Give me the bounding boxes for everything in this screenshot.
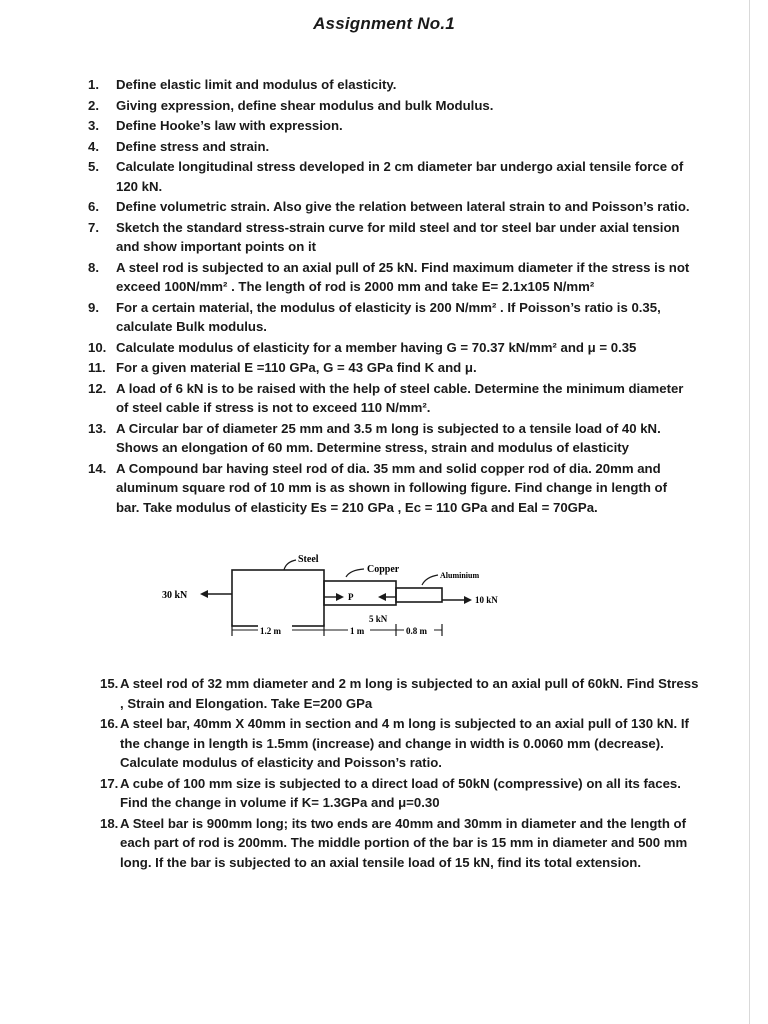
question-text: A cube of 100 mm size is subjected to a direct load of 50kN (compressive) on all its faces. Find the change in volume if K= 1.3GPa and μ=0.30 — [120, 775, 681, 810]
question-item — [88, 419, 694, 458]
question-item — [88, 96, 694, 116]
question-number: 15. — [100, 676, 119, 691]
question-item — [88, 116, 694, 136]
question-text: For a given material E =110 GPa, G = 43 GPa find K and μ. — [116, 360, 477, 375]
question-text: A steel rod is subjected to an axial pull of 25 kN. Find maximum diameter if the stress is not exceed 100N/mm² . The length of rod is 2000 mm and take E= 2.1x105 N/mm² — [116, 259, 690, 294]
question-text: A Circular bar of diameter 25 mm and 3.5 m long is subjected to a tensile load of 40 kN. Shows an elongation of 60 mm. Determine stress, strain and modulus of elasticity — [116, 420, 661, 455]
question-number: 17. — [100, 775, 119, 791]
p-load-arrow-icon — [336, 593, 344, 601]
question-item — [88, 137, 694, 157]
question-number: 6. — [88, 199, 99, 214]
question-number: 1. — [88, 77, 99, 92]
question-number: 16. — [100, 716, 119, 731]
right-load-label: 10 kN — [475, 595, 498, 605]
aluminium-leader-line — [422, 575, 438, 585]
question-number: 12. — [88, 380, 107, 396]
question-text: Giving expression, define shear modulus and bulk Modulus. — [116, 97, 494, 113]
question-item — [88, 358, 694, 378]
question-number: 4. — [88, 138, 99, 154]
copper-leader-line — [346, 569, 364, 577]
question-item — [100, 714, 704, 773]
question-number: 3. — [88, 118, 99, 133]
page-edge — [749, 0, 750, 1024]
question-number: 2. — [88, 97, 99, 113]
steel-rod — [232, 570, 324, 626]
compound-bar-figure — [160, 548, 520, 648]
question-item — [88, 75, 694, 95]
question-item — [88, 197, 694, 217]
question-number: 9. — [88, 299, 99, 315]
question-number: 18. — [100, 815, 119, 831]
question-number: 7. — [88, 219, 99, 235]
question-text: Calculate longitudinal stress developed in 2 cm diameter bar undergo axial tensile force of 120 kN. — [116, 159, 684, 194]
left-load-arrow-icon — [200, 590, 208, 598]
mid-load-label: 5 kN — [369, 614, 388, 624]
question-text: Sketch the standard stress-strain curve for mild steel and tor steel bar under axial tension and show important points on it — [116, 219, 680, 254]
question-item — [88, 298, 694, 337]
right-load-arrow-icon — [464, 596, 472, 604]
question-list-part1 — [88, 75, 694, 518]
question-number: 5. — [88, 159, 99, 174]
question-text: A load of 6 kN is to be raised with the help of steel cable. Determine the minimum diameter of steel cable if stress is not to exceed 110 N/mm². — [116, 380, 684, 415]
mid-load-arrow-icon — [378, 593, 386, 601]
question-text: A Steel bar is 900mm long; its two ends are 40mm and 30mm in diameter and the length of each part of rod is 200mm. The middle portion of the bar is 15 mm in diameter and 500 mm long. If the bar is subjected to an axial tensile load of 15 kN, find its total extension. — [120, 815, 688, 870]
question-number: 13. — [88, 420, 107, 436]
left-load-label: 30 kN — [162, 590, 188, 601]
question-item — [88, 157, 694, 196]
question-number: 11. — [88, 360, 106, 375]
question-text: Define elastic limit and modulus of elasticity. — [116, 77, 397, 92]
steel-length-label: 1.2 m — [260, 626, 281, 636]
question-item — [88, 258, 694, 297]
question-item — [88, 338, 694, 358]
copper-rod — [324, 581, 396, 605]
question-number: 14. — [88, 460, 107, 476]
steel-label: Steel — [298, 554, 319, 565]
question-item — [88, 218, 694, 257]
question-item — [88, 379, 694, 418]
page-title: Assignment No.1 — [313, 14, 455, 33]
copper-label: Copper — [367, 564, 400, 575]
question-text: Calculate modulus of elasticity for a member having G = 70.37 kN/mm² and μ = 0.35 — [116, 339, 637, 355]
question-text: A steel bar, 40mm X 40mm in section and 4 m long is subjected to an axial pull of 130 kN. If the change in length is 1.5mm (increase) and change in width is 0.0060 mm (decrease). Calculate modulus of elasticity and Poisson’s ratio. — [120, 716, 689, 770]
question-text: A Compound bar having steel rod of dia. 35 mm and solid copper rod of dia. 20mm and aluminum square rod of 10 mm is as shown in following figure. Find change in length of bar. Take modulus of elasticity Es = 210 GPa , Ec = 110 GPa and Eal = 70GPa. — [116, 460, 667, 515]
question-text: For a certain material, the modulus of elasticity is 200 N/mm² . If Poisson’s ratio is 0.35, calculate Bulk modulus. — [116, 299, 661, 334]
question-number: 10. — [88, 339, 107, 355]
aluminium-rod — [396, 588, 442, 602]
aluminium-length-label: 0.8 m — [406, 626, 427, 636]
question-text: Define Hooke’s law with expression. — [116, 118, 343, 133]
question-item — [100, 774, 704, 813]
question-item — [100, 814, 704, 873]
question-text: Define volumetric strain. Also give the relation between lateral strain to and Poisson’s ratio. — [116, 199, 690, 214]
question-number: 8. — [88, 259, 99, 275]
question-text: A steel rod of 32 mm diameter and 2 m long is subjected to an axial pull of 60kN. Find Stress , Strain and Elongation. Take E=200 GPa — [120, 676, 699, 711]
question-item — [100, 674, 704, 713]
question-list-part2 — [100, 674, 704, 873]
copper-length-label: 1 m — [350, 626, 365, 636]
question-item — [88, 459, 694, 518]
question-text: Define stress and strain. — [116, 138, 270, 154]
p-load-label: P — [348, 592, 354, 602]
aluminium-label: Aluminium — [440, 571, 480, 580]
steel-leader-line — [284, 560, 296, 570]
